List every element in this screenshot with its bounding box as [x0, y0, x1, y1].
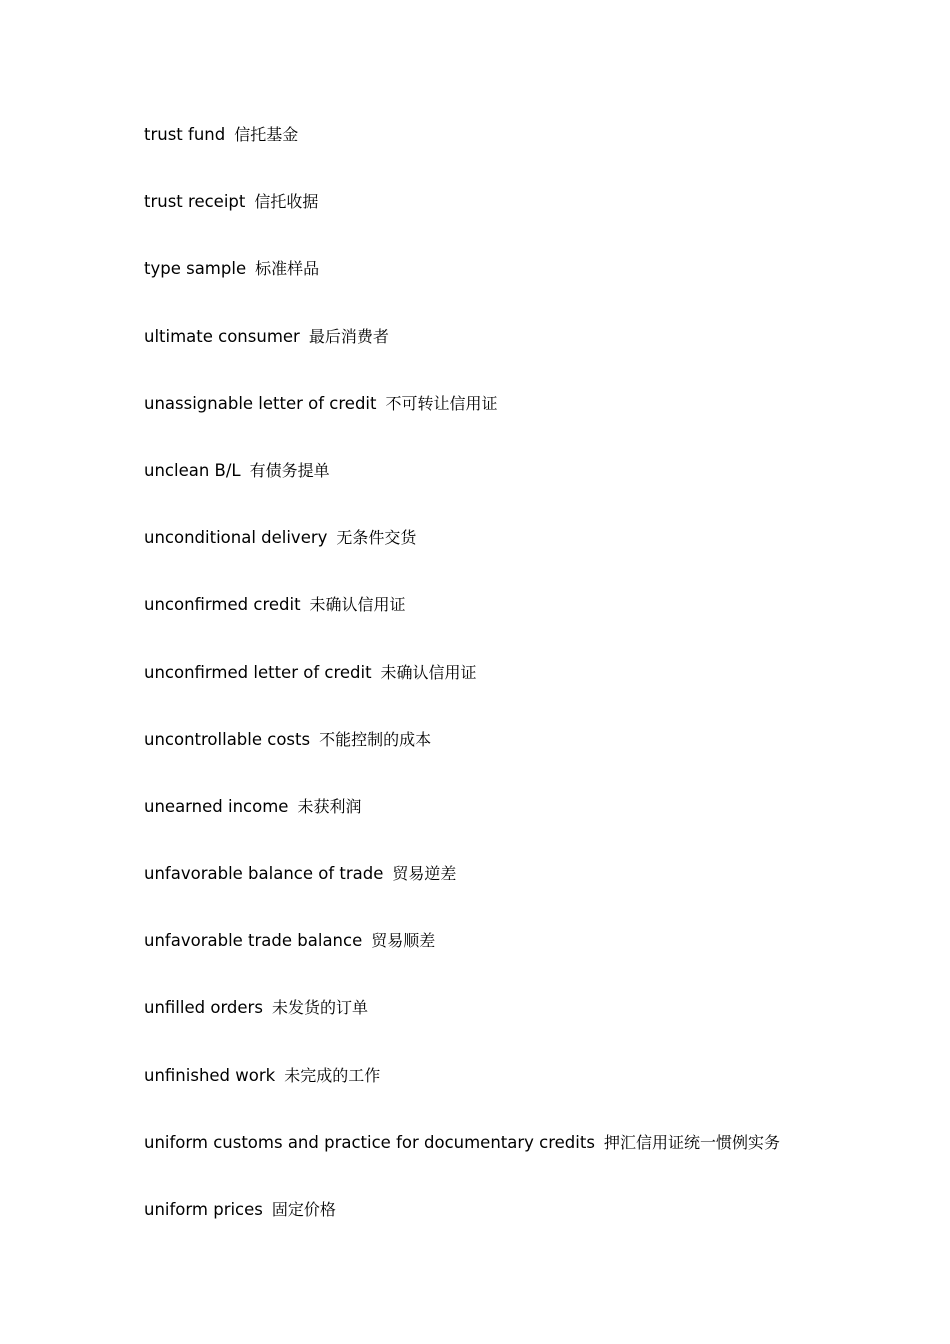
glossary-entry: [144, 794, 780, 861]
glossary-entry: [144, 861, 780, 928]
term-chinese: 有债务提单: [249, 460, 330, 480]
term-chinese: 贸易逆差: [392, 864, 457, 884]
term-english: unconfirmed letter of credit: [144, 662, 372, 682]
term-english: unconfirmed credit: [144, 595, 301, 615]
term-english: unfavorable trade balance: [144, 931, 363, 951]
glossary-entry: [144, 727, 780, 794]
glossary-entry: [144, 592, 780, 659]
term-english: trust fund: [144, 125, 226, 144]
term-english: trust receipt: [144, 192, 246, 212]
term-english: unearned income: [144, 796, 289, 816]
term-chinese: 贸易顺差: [371, 931, 436, 951]
term-chinese: 未完成的工作: [284, 1065, 381, 1085]
glossary-entry: [144, 256, 780, 323]
term-chinese: 信托基金: [234, 125, 299, 144]
term-english: ultimate consumer: [144, 326, 300, 346]
term-english: uniform prices: [144, 1200, 263, 1219]
glossary-entry: [144, 928, 780, 995]
term-english: unfavorable balance of trade: [144, 864, 384, 884]
glossary-entry: [144, 391, 780, 458]
term-chinese: 标准样品: [255, 259, 320, 279]
glossary-entry: [144, 525, 780, 592]
term-chinese: 不能控制的成本: [319, 729, 432, 749]
term-english: uncontrollable costs: [144, 729, 311, 749]
term-english: unfinished work: [144, 1065, 276, 1085]
term-chinese: 固定价格: [271, 1200, 336, 1219]
glossary-entry: [144, 995, 780, 1062]
term-chinese: 信托收据: [254, 192, 319, 212]
term-english: unassignable letter of credit: [144, 393, 377, 413]
glossary-entry: [144, 1197, 780, 1264]
term-english: unconditional delivery: [144, 528, 328, 548]
term-english: type sample: [144, 259, 247, 279]
glossary-entry: [144, 660, 780, 727]
glossary-entry: [144, 1130, 780, 1197]
glossary-entry: [144, 1063, 780, 1130]
term-chinese: 未获利润: [297, 796, 362, 816]
glossary-entry: [144, 324, 780, 391]
term-chinese: 未确认信用证: [380, 662, 477, 682]
glossary-entry: [144, 189, 780, 256]
term-chinese: 最后消费者: [308, 326, 389, 346]
glossary-entry: [144, 458, 780, 525]
term-chinese: 不可转让信用证: [385, 393, 498, 413]
term-english: unfilled orders: [144, 998, 263, 1018]
term-english: uniform customs and practice for documentary credits: [144, 1132, 595, 1152]
term-english: unclean B/L: [144, 460, 241, 480]
term-chinese: 无条件交货: [336, 528, 417, 548]
glossary-list: [144, 122, 780, 1264]
term-chinese: 未确认信用证: [309, 595, 406, 615]
term-chinese: 未发货的订单: [271, 998, 368, 1018]
term-chinese: 押汇信用证统一惯例实务: [603, 1132, 780, 1152]
glossary-entry: [144, 122, 780, 189]
